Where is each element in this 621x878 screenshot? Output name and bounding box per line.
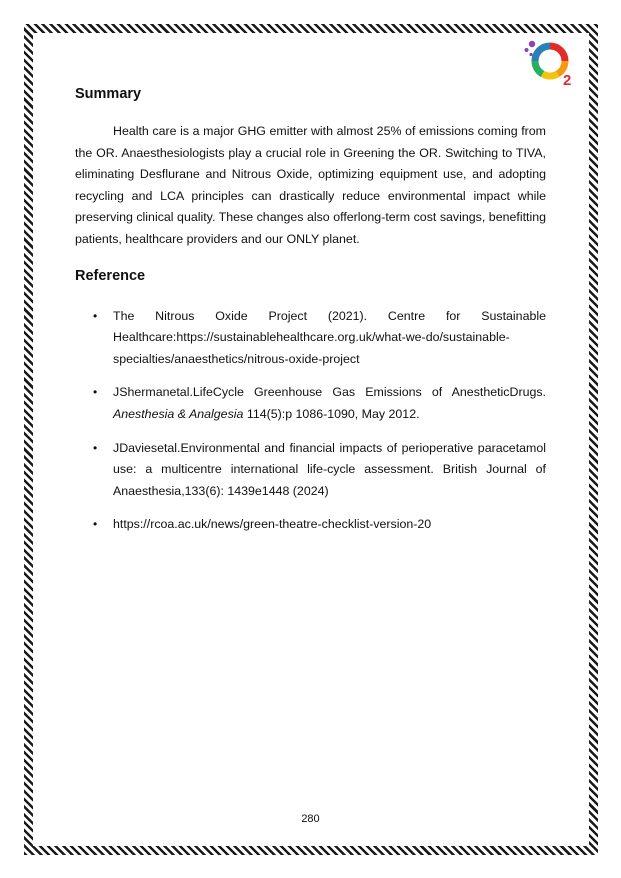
- logo-subscript-2: 2: [563, 72, 572, 88]
- reference-list: [75, 306, 546, 536]
- reference-journal-title: Anesthesia & Analgesia: [113, 406, 244, 421]
- summary-heading: Summary: [75, 86, 142, 102]
- bullet-icon: •: [93, 440, 98, 455]
- bullet-icon: •: [93, 308, 98, 323]
- reference-item: [75, 438, 546, 503]
- reference-text-pre: JShermanetal.LifeCycle Greenhouse Gas Emissions of AnestheticDrugs.: [113, 385, 546, 400]
- logo-bubble-small: [529, 53, 532, 56]
- logo-bubble-large: [529, 41, 535, 47]
- reference-text-post: 114(5):p 1086-1090, May 2012.: [243, 406, 420, 421]
- reference-item: [75, 306, 546, 371]
- reference-item: [75, 514, 546, 536]
- reference-text: JDaviesetal.Environmental and financial impacts of perioperative paracetamol use: a multicentre international life-cycle assessment. British Journal of Anaesthesia,133(6): 1439e1448 (2024): [113, 440, 546, 498]
- bullet-icon: •: [93, 517, 98, 532]
- bullet-icon: •: [93, 385, 98, 400]
- logo-bubble-medium: [525, 48, 529, 52]
- summary-paragraph: Health care is a major GHG emitter with almost 25% of emissions coming from the OR. Anaesthesiologists play a crucial role in Greening the OR. Switching to TIVA, eliminating Desflurane and Nitrous Oxide, optimizing equipment use, and adopting recycling and LCA principles can drastically reduce environmental impact while preserving clinical quality. These changes also offerlong-term cost savings, benefitting patients, healthcare providers and our ONLY planet.: [75, 124, 546, 246]
- page-content: [75, 84, 546, 548]
- reference-url: https://rcoa.ac.uk/news/green-theatre-checklist-version-20: [113, 517, 432, 532]
- reference-item: [75, 382, 546, 425]
- o2-logo-ring: [535, 46, 565, 76]
- reference-heading: Reference: [75, 267, 146, 284]
- reference-text: The Nitrous Oxide Project (2021). Centre for Sustainable Healthcare:https://sustainablehealthcare.org.uk/what-we-do/sustainable-specialties/anaesthetics/nitrous-oxide-project: [113, 308, 546, 366]
- page-number: 280: [301, 813, 320, 825]
- o2-logo: [522, 36, 578, 88]
